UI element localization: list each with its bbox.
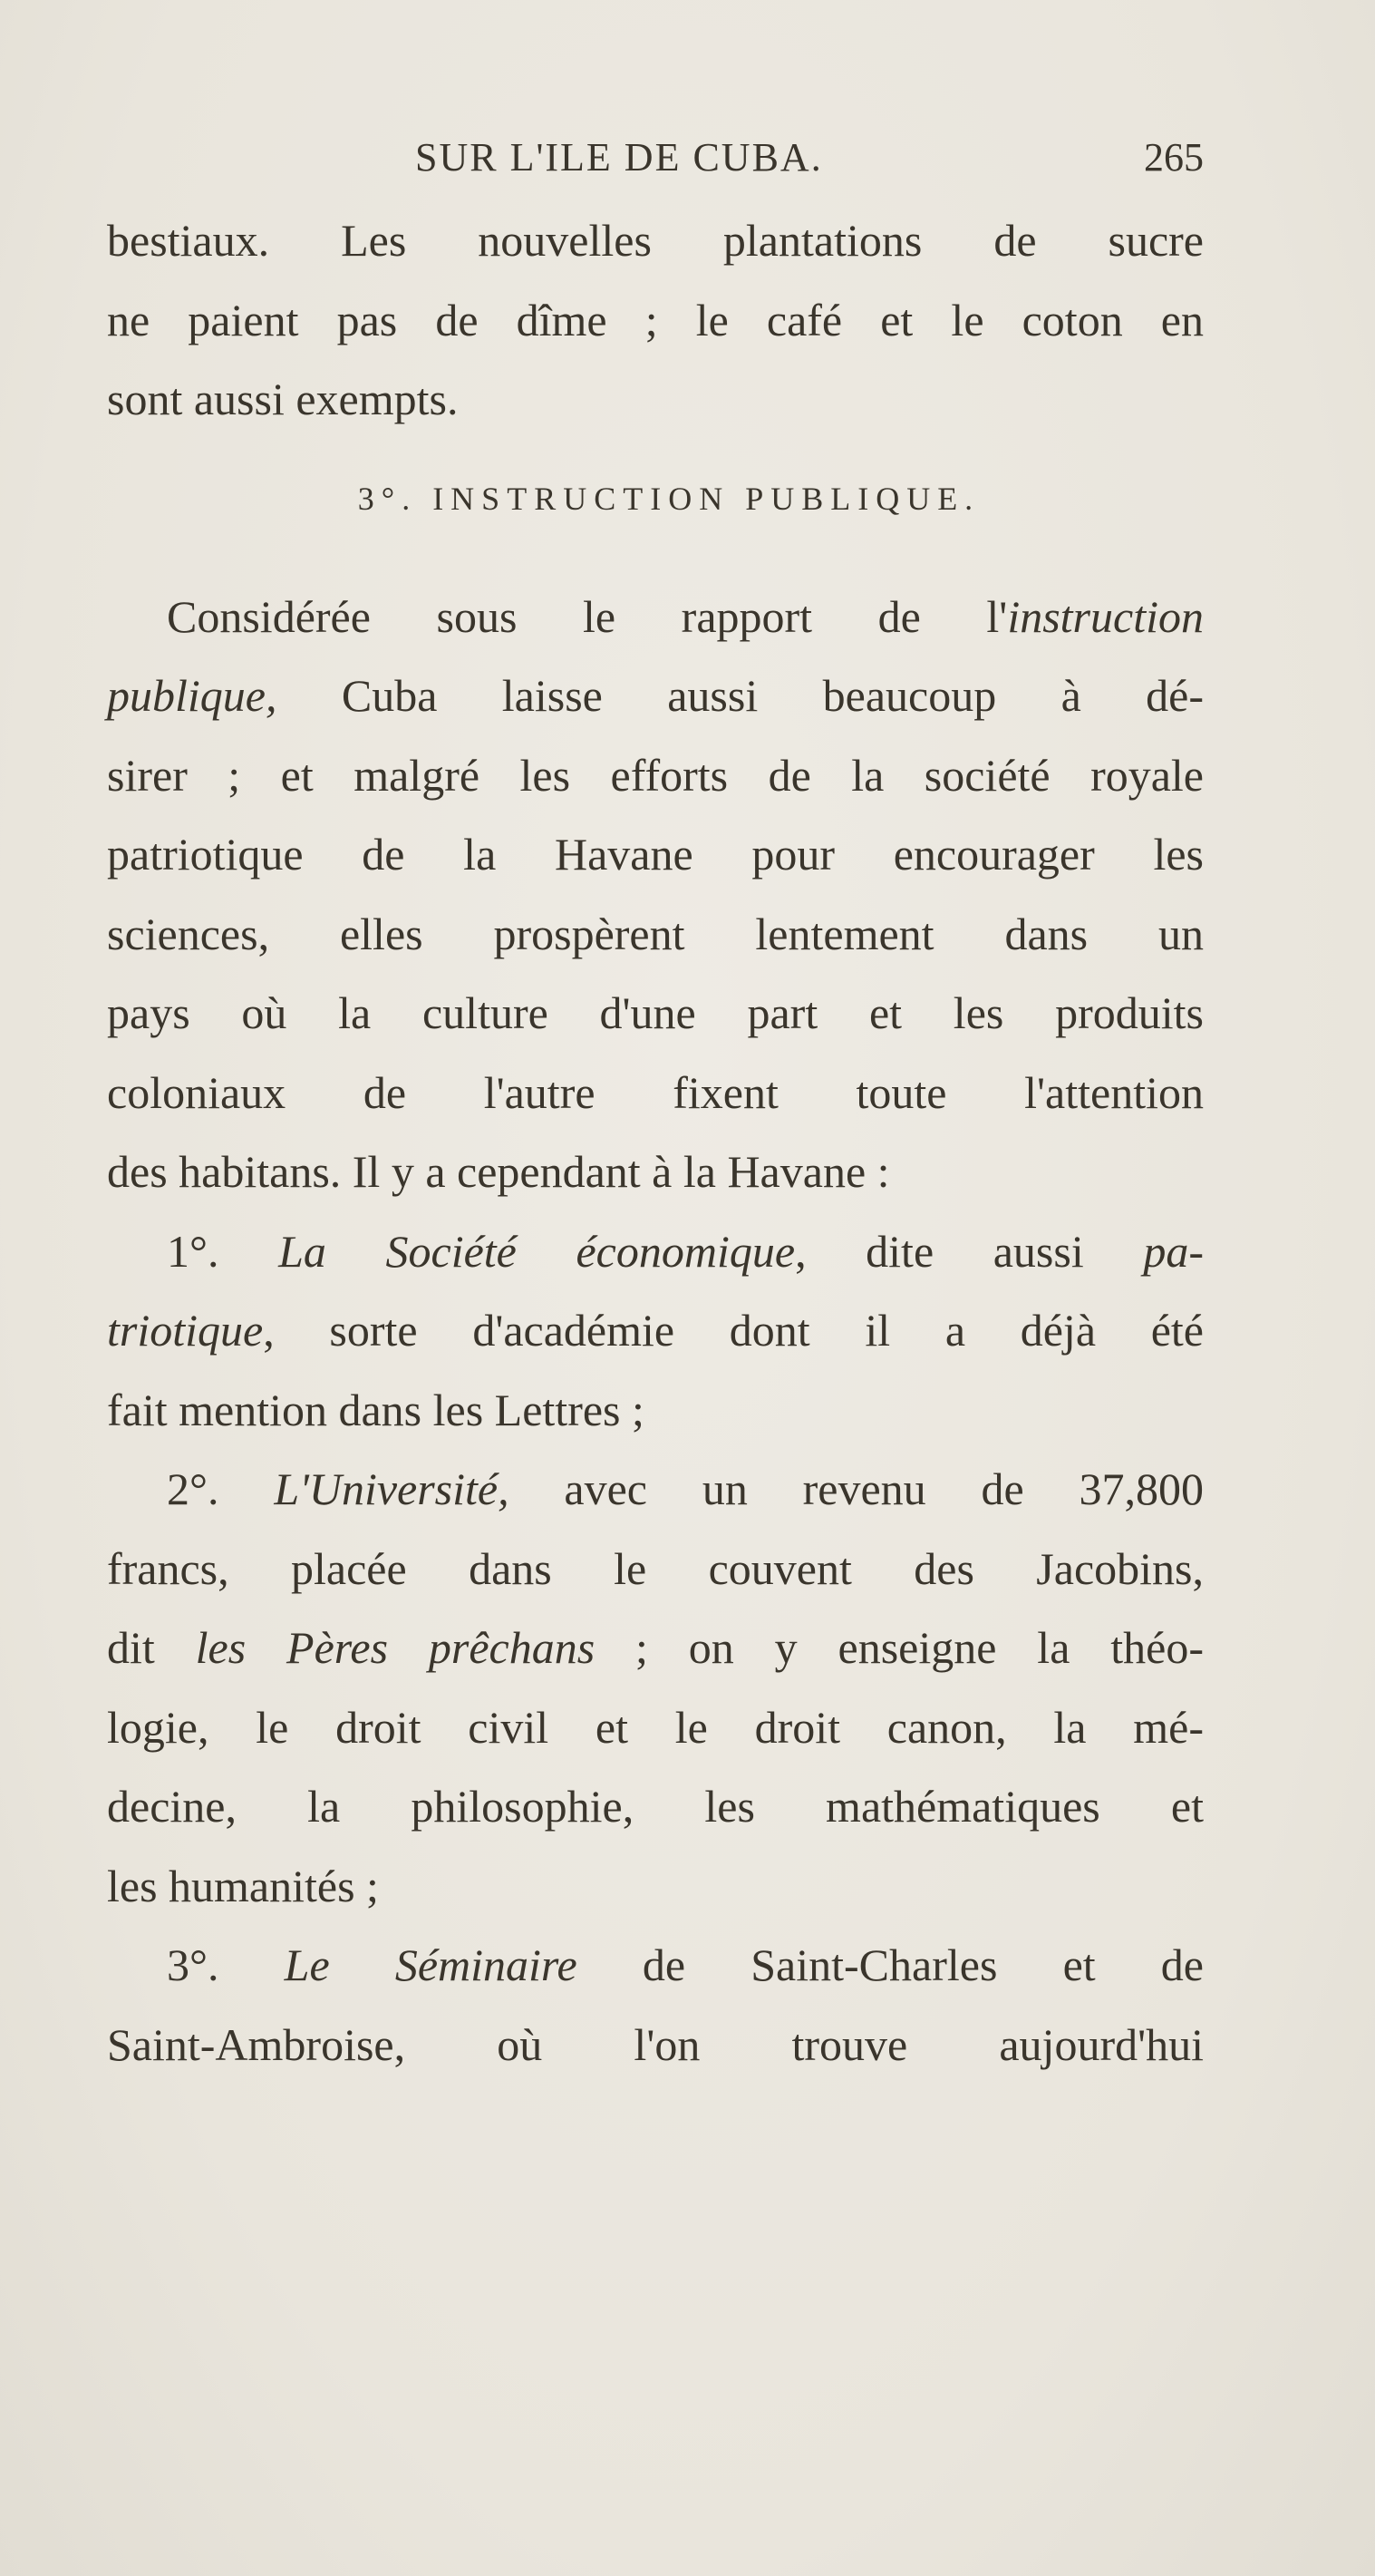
list-item-seminaire <box>107 1926 1204 2085</box>
list-item-universite <box>107 1450 1204 1926</box>
text-line <box>107 1212 1204 1292</box>
italic-run: instruction <box>1007 590 1204 642</box>
text-line: Saint-Ambroise, où l'on trouve aujourd'hui <box>107 2018 1204 2070</box>
italic-run: les Pères prêchans <box>195 1622 596 1673</box>
list-item-societe <box>107 1212 1204 1451</box>
text-line <box>107 1291 1204 1371</box>
item-number: 2°. <box>167 1463 275 1514</box>
italic-run: triotique <box>107 1305 264 1356</box>
text-line <box>107 1926 1204 2006</box>
body-text <box>107 201 1204 2085</box>
text-line: pays où la culture d'une part et les produits <box>107 987 1204 1038</box>
text-line: decine, la philosophie, les mathématiques et <box>107 1781 1204 1832</box>
text-line: logie, le droit civil et le droit canon, la mé- <box>107 1701 1204 1753</box>
text-line: des habitans. Il y a cependant à la Havane : <box>107 1146 890 1197</box>
text-line: coloniaux de l'autre fixent toute l'attention <box>107 1066 1204 1118</box>
text-run: Cuba laisse aussi beaucoup à dé- <box>276 670 1204 721</box>
italic-run: Le Séminaire <box>284 1939 577 1990</box>
text-run: de Saint-Charles et de <box>576 1939 1205 1990</box>
text-line: patriotique de la Havane pour encourager les <box>107 829 1204 880</box>
item-number: 1°. <box>167 1225 279 1277</box>
text-run: avec un revenu de 37,800 <box>508 1463 1205 1514</box>
italic-run: La Société économique <box>278 1225 796 1277</box>
paragraph-instruction <box>107 578 1204 1212</box>
text-line <box>107 1450 1204 1530</box>
text-run: , sorte d'académie dont il a déjà été <box>263 1305 1204 1356</box>
text-line <box>107 578 1204 657</box>
text-line: francs, placée dans le couvent des Jacobins, <box>107 1542 1204 1594</box>
text-line: les humanités ; <box>107 1860 379 1911</box>
italic-run: L'Université, <box>274 1463 509 1514</box>
text-line: bestiaux. Les nouvelles plantations de sucre <box>107 215 1204 266</box>
section-heading: 3°. INSTRUCTION PUBLIQUE. <box>357 480 981 517</box>
italic-run: pa- <box>1143 1225 1204 1277</box>
running-title: SUR L'ILE DE CUBA. <box>415 135 823 180</box>
text-line: ne paient pas de dîme ; le café et le coton en <box>107 294 1204 345</box>
page-number: 265 <box>1144 135 1204 180</box>
text-line: sirer ; et malgré les efforts de la société royale <box>107 749 1204 801</box>
text-line: fait mention dans les Lettres ; <box>107 1384 644 1435</box>
text-run: Considérée sous le rapport de l' <box>167 590 1008 642</box>
text-run: , dite aussi <box>795 1225 1144 1277</box>
text-line <box>107 656 1204 736</box>
text-line: sont aussi exempts. <box>107 374 459 424</box>
text-line <box>107 1609 1204 1688</box>
page-header <box>107 134 1204 189</box>
spacer <box>107 558 1204 578</box>
italic-run: publique, <box>107 670 277 721</box>
text-run: dit <box>107 1622 196 1673</box>
item-number: 3°. <box>167 1939 285 1990</box>
paragraph-continued <box>107 201 1204 440</box>
text-line: sciences, elles prospèrent lentement dans un <box>107 908 1204 959</box>
text-run: ; on y enseigne la théo- <box>595 1622 1204 1673</box>
